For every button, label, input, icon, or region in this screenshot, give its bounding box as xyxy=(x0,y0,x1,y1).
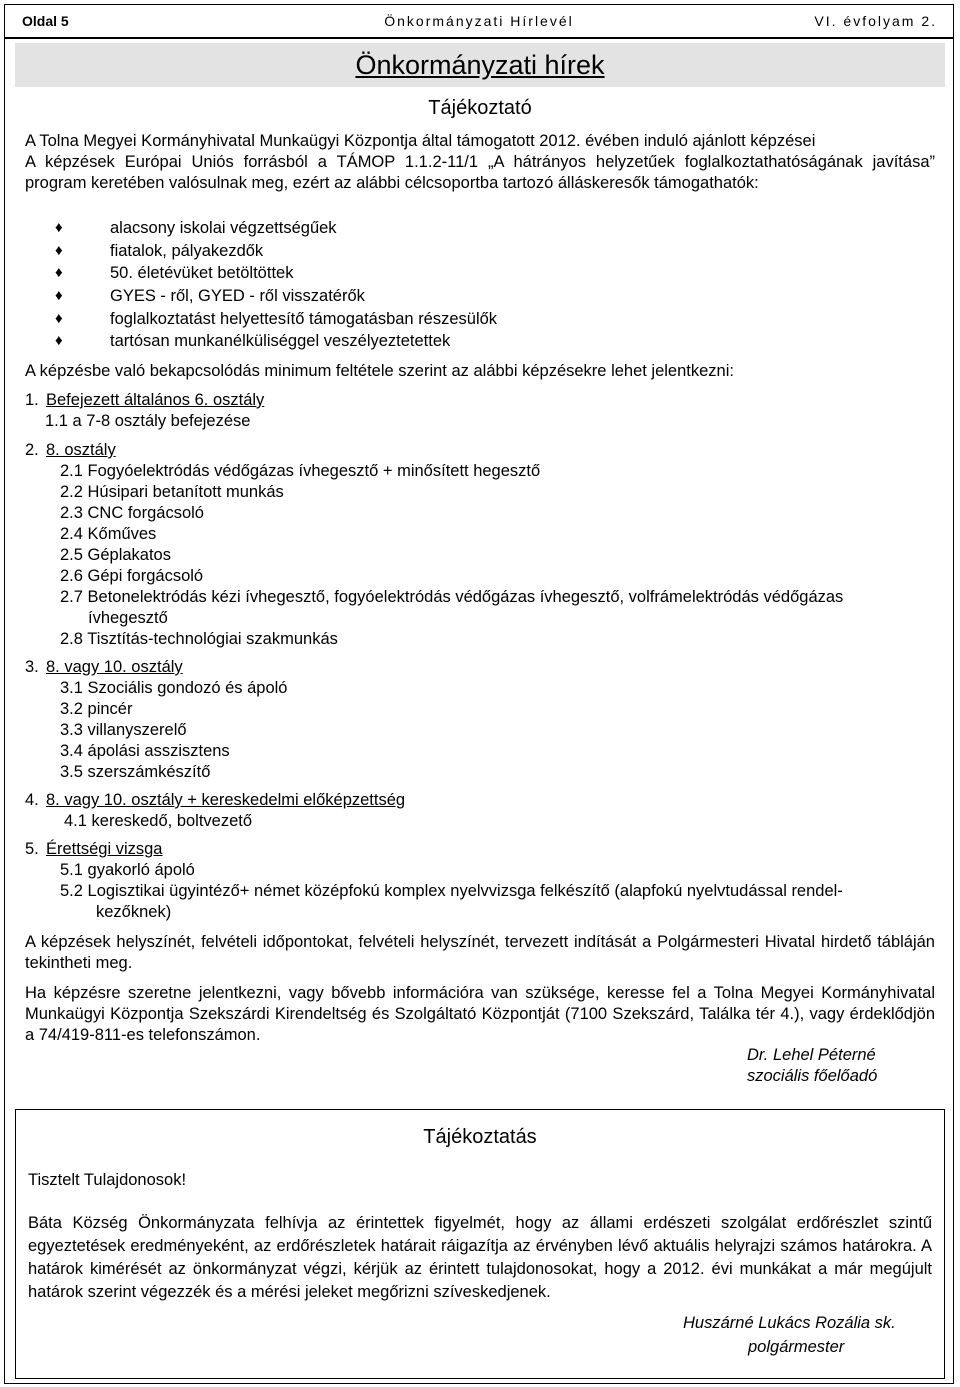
course-item: 2.4 Kőműves xyxy=(60,525,157,543)
article1-intro-line1: A Tolna Megyei Kormányhivatal Munkaügyi Központja által támogatott 2012. évében induló ajánlott képzései xyxy=(25,132,816,150)
course-item: 3.1 Szociális gondozó és ápoló xyxy=(60,679,288,697)
course-group-number: 1. xyxy=(25,391,39,409)
course-item: 2.1 Fogyóelektródás védőgázas ívhegesztő + minősített hegesztő xyxy=(60,462,541,480)
target-group-item: GYES - ről, GYED - ről visszatérők xyxy=(110,287,365,305)
publication-title: Önkormányzati Hírlevél xyxy=(384,13,574,29)
article2-signature-name: Huszárné Lukács Rozália sk. xyxy=(683,1314,896,1332)
article2-body: Báta Község Önkormányzata felhívja az érintettek figyelmét, hogy az állami erdészeti szolgálat erdőrészlet szintű egyeztetések eredményeként, az erdőrészletek határait ráigazítja az érvényben lévő aktuális helyrajzi számos határokra. A határok kimérését az önkormányzat végzi, kérjük az érintett tulajdonosokat, hogy a 2012. évi munkákat a már megújult határok szerint végezzék és a mérési jeleket megőrizni szíveskedjenek. xyxy=(28,1214,932,1301)
article1-intro: A képzések Európai Uniós forrásból a TÁMOP 1.1.2-11/1 „A hátrányos helyzetűek foglalkoztathatóságának javítása” program keretében valósulnak meg, ezért az alábbi célcsoportba tartozó álláskeresők támogathatók: xyxy=(25,153,935,192)
course-group-title: 8. vagy 10. osztály + kereskedelmi előképzettség xyxy=(46,791,406,809)
course-group-number: 3. xyxy=(25,658,39,676)
page-number: Oldal 5 xyxy=(22,13,69,29)
target-group-item: alacsony iskolai végzettségűek xyxy=(110,219,337,237)
section-title: Önkormányzati hírek xyxy=(355,50,605,80)
course-item: 3.2 pincér xyxy=(60,700,133,718)
course-item: kezőknek) xyxy=(96,903,172,921)
course-item: 2.5 Géplakatos xyxy=(60,546,171,564)
course-item: 2.6 Gépi forgácsoló xyxy=(60,567,204,585)
bullet-icon: ♦ xyxy=(55,264,63,281)
course-item: 5.2 Logisztikai ügyintéző+ német középfokú komplex nyelvvizsga felkészítő (alapfokú nyelvtudással rendel- xyxy=(60,882,843,900)
course-group-number: 2. xyxy=(25,441,39,459)
course-item: 2.7 Betonelektródás kézi ívhegesztő, fogyóelektródás védőgázas ívhegesztő, volfrámelektródás védőgázas xyxy=(60,588,844,606)
course-item: 1.1 a 7-8 osztály befejezése xyxy=(45,412,251,430)
target-group-item: tartósan munkanélküliséggel veszélyeztetettek xyxy=(110,332,451,350)
course-item: 3.4 ápolási asszisztens xyxy=(60,742,230,760)
article1-signature-title: szociális főelőadó xyxy=(747,1067,878,1085)
article2-salutation: Tisztelt Tulajdonosok! xyxy=(28,1171,187,1189)
bullet-icon: ♦ xyxy=(55,287,63,304)
volume-label: VI. évfolyam 2. xyxy=(814,13,937,29)
course-item: 3.3 villanyszerelő xyxy=(60,721,187,739)
bullet-icon: ♦ xyxy=(55,219,63,236)
article1-closing2: Ha képzésre szeretne jelentkezni, vagy bővebb információra van szüksége, keresse fel a Tolna Megyei Kormányhivatal Munkaügyi Központja Szekszárdi Kirendeltség és Szolgáltató Központját (7100 Szekszárd, Találka tér 4.), vagy érdeklődjön a 74/419-811-es telefonszámon. xyxy=(25,984,935,1044)
article2-heading: Tájékoztatás xyxy=(423,1126,537,1148)
section-banner xyxy=(15,43,945,87)
course-group-title: Érettségi vizsga xyxy=(46,840,163,858)
course-item: 3.5 szerszámkészítő xyxy=(60,763,211,781)
course-item: ívhegesztő xyxy=(88,609,168,627)
course-item: 2.3 CNC forgácsoló xyxy=(60,504,204,522)
article1-closing1: A képzések helyszínét, felvételi időpontokat, felvételi helyszínét, tervezett indítását a Polgármesteri Hivatal hirdető tábláján tekintheti meg. xyxy=(25,933,935,972)
bullet-icon: ♦ xyxy=(55,242,63,259)
course-group-title: 8. osztály xyxy=(46,441,116,459)
course-group-title: Befejezett általános 6. osztály xyxy=(46,391,265,409)
target-group-item: 50. életévüket betöltöttek xyxy=(110,264,294,282)
bullet-icon: ♦ xyxy=(55,332,63,349)
target-group-item: foglalkoztatást helyettesítő támogatásban részesülők xyxy=(110,310,498,328)
article1-heading: Tájékoztató xyxy=(428,97,532,119)
course-item: 4.1 kereskedő, boltvezető xyxy=(64,812,253,830)
course-group-title: 8. vagy 10. osztály xyxy=(46,658,183,676)
article1-signature-name: Dr. Lehel Péterné xyxy=(747,1046,876,1064)
requirement-text: A képzésbe való bekapcsolódás minimum feltétele szerint az alábbi képzésekre lehet jelentkezni: xyxy=(25,362,734,380)
course-item: 2.8 Tisztítás-technológiai szakmunkás xyxy=(60,630,338,648)
course-group-number: 5. xyxy=(25,840,39,858)
course-group-number: 4. xyxy=(25,791,39,809)
course-item: 5.1 gyakorló ápoló xyxy=(60,861,195,879)
bullet-icon: ♦ xyxy=(55,310,63,327)
page-header xyxy=(5,5,953,39)
article2-signature-title: polgármester xyxy=(748,1338,845,1356)
target-group-item: fiatalok, pályakezdők xyxy=(110,242,264,260)
course-item: 2.2 Húsipari betanított munkás xyxy=(60,483,284,501)
